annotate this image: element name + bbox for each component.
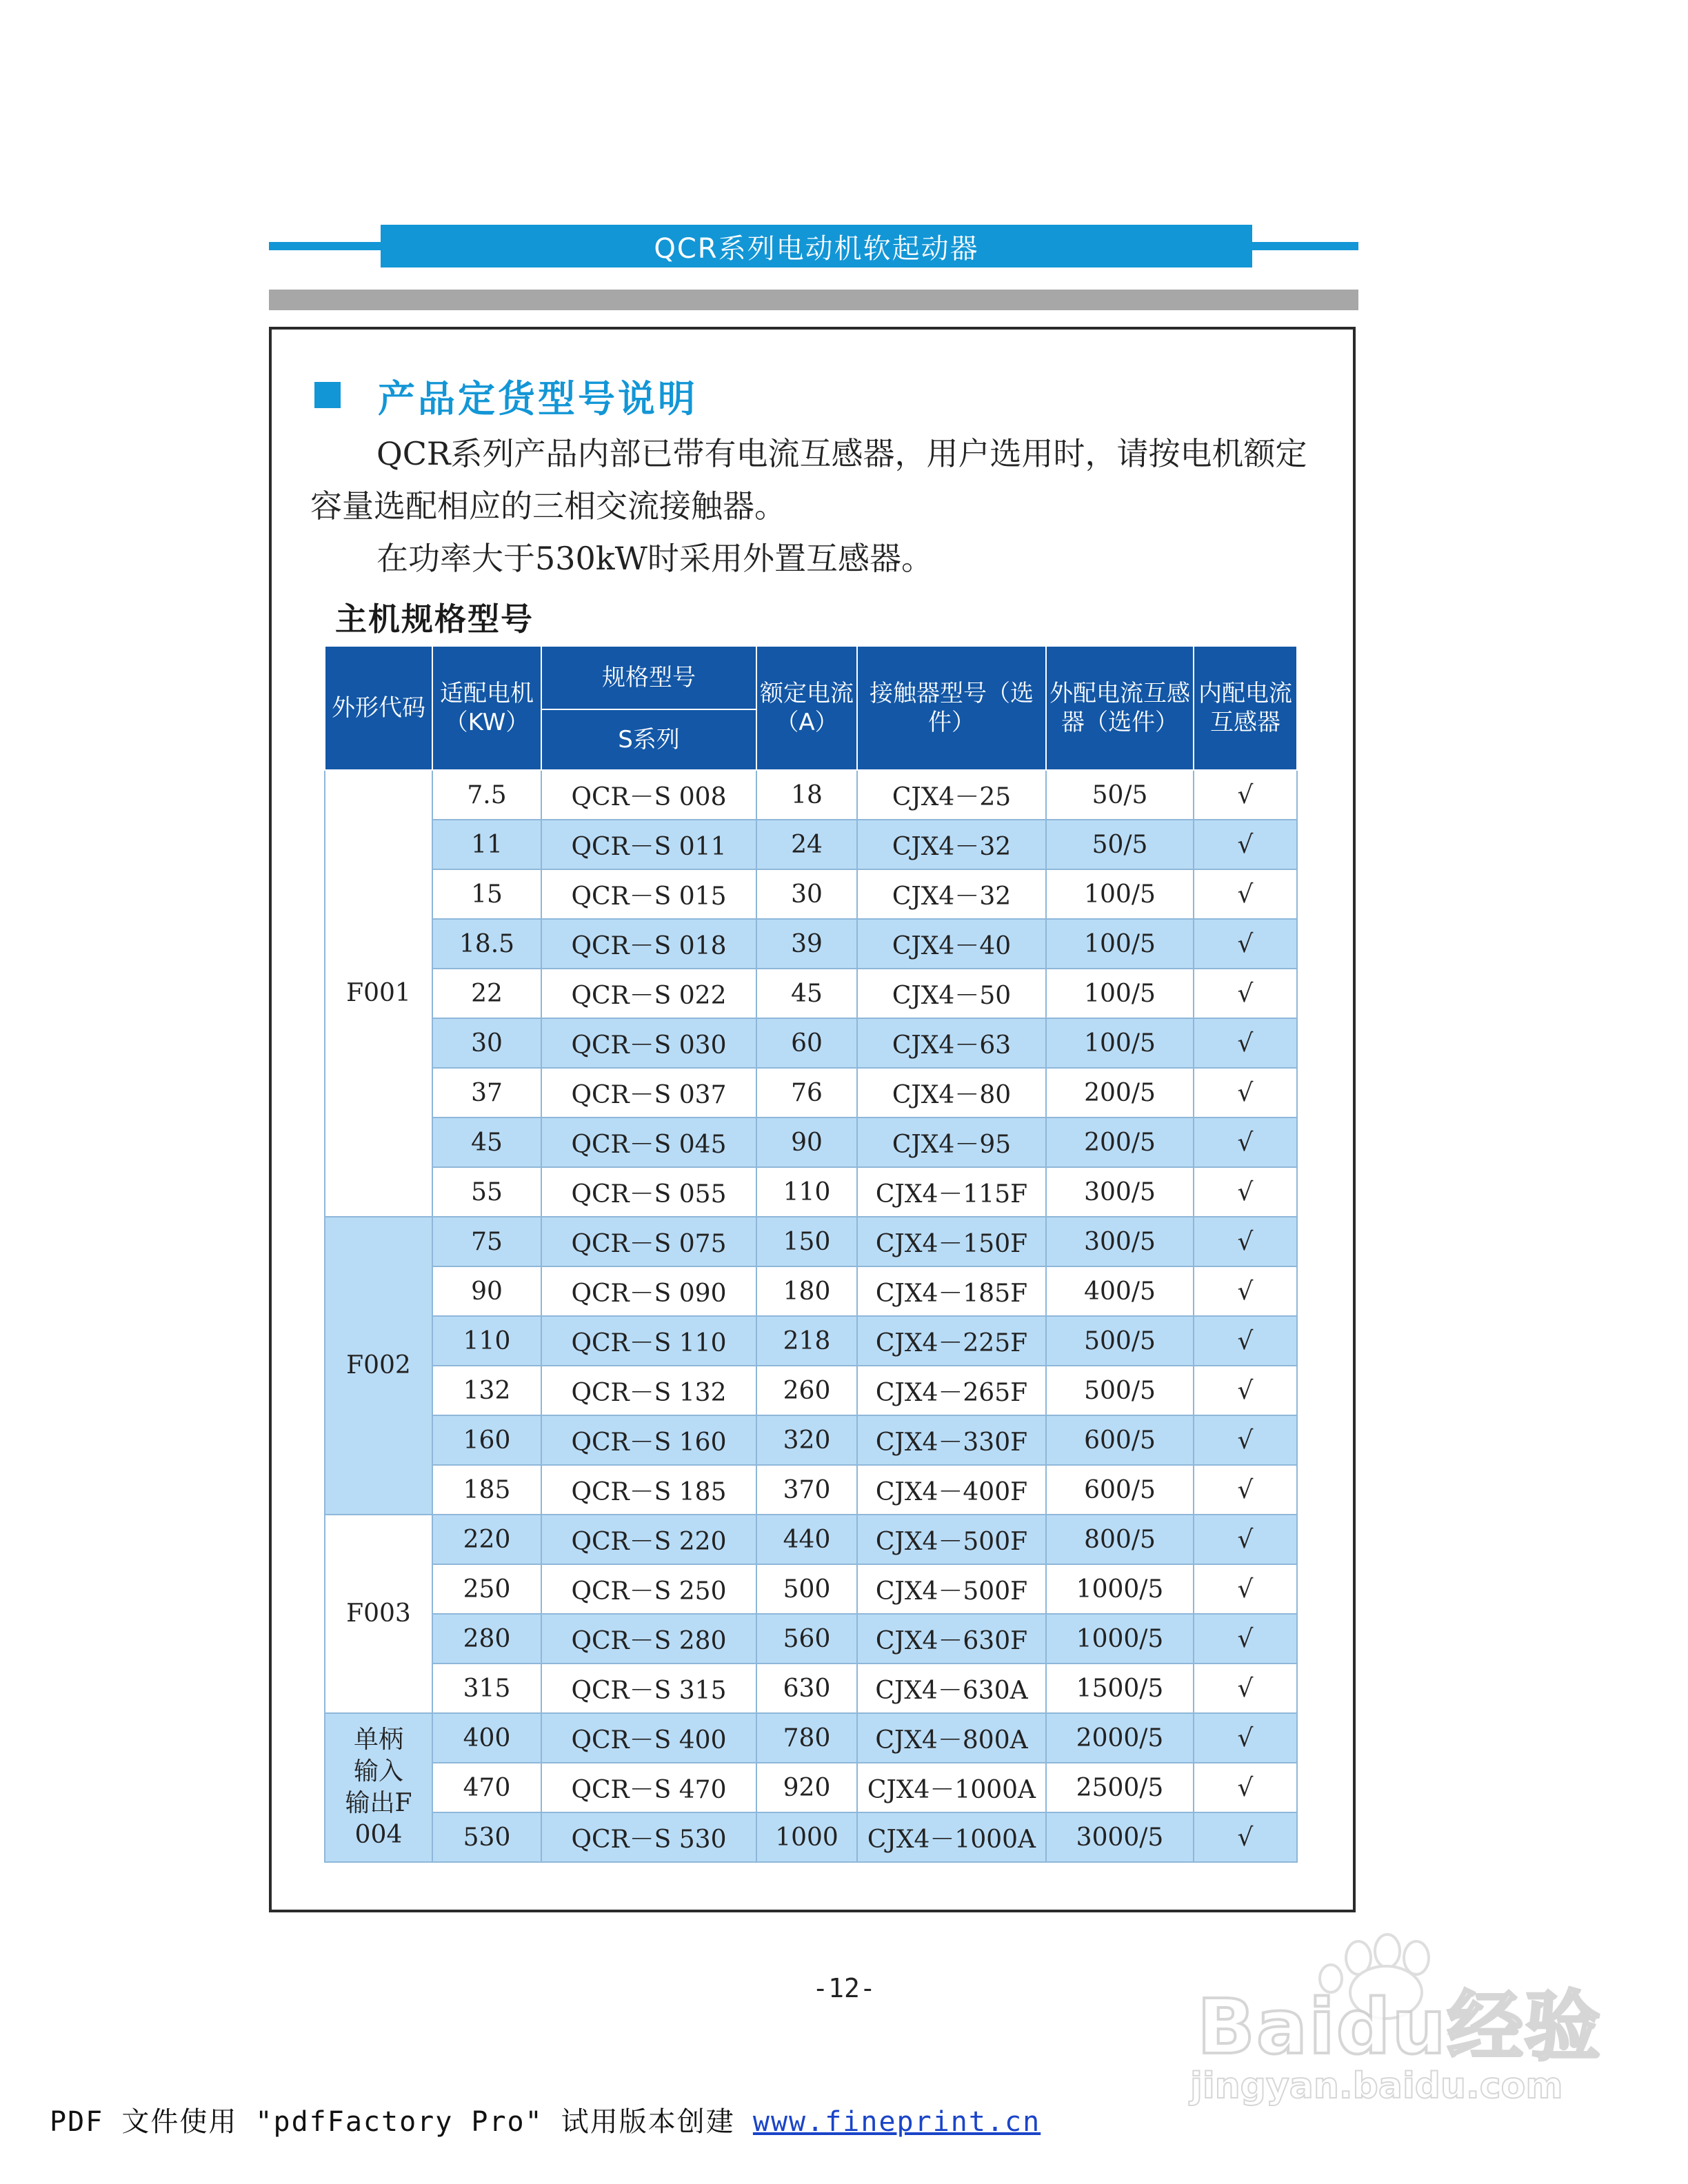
- ext-ct-cell: 1000/5: [1046, 1614, 1194, 1664]
- contactor-cell: CJX4－225F: [857, 1316, 1046, 1366]
- contactor-cell: CJX4－63: [857, 1018, 1046, 1068]
- table-row: [325, 1366, 1297, 1415]
- model-cell: QCR－S 160: [541, 1415, 756, 1465]
- contactor-cell: CJX4－330F: [857, 1415, 1046, 1465]
- ext-ct-cell: 200/5: [1046, 1068, 1194, 1118]
- table-row: [325, 1415, 1297, 1465]
- table-row: [325, 1018, 1297, 1068]
- int-ct-cell: √: [1194, 869, 1297, 919]
- frame-code-cell: F001: [325, 770, 432, 1217]
- table-row: [325, 770, 1297, 820]
- frame-code-cell: F002: [325, 1217, 432, 1515]
- motor-kw-cell: 37: [432, 1068, 541, 1118]
- current-cell: 370: [756, 1465, 857, 1515]
- contactor-cell: CJX4－1000A: [857, 1763, 1046, 1812]
- table-row: [325, 1167, 1297, 1217]
- int-ct-cell: √: [1194, 919, 1297, 969]
- current-cell: 18: [756, 770, 857, 820]
- model-cell: QCR－S 110: [541, 1316, 756, 1366]
- note-paragraph: 在功率大于530kW时采用外置互感器。: [376, 540, 933, 577]
- table-row: [325, 1564, 1297, 1614]
- model-cell: QCR－S 250: [541, 1564, 756, 1614]
- int-ct-cell: √: [1194, 1515, 1297, 1564]
- header-title: QCR系列电动机软起动器: [381, 225, 1252, 267]
- int-ct-cell: √: [1194, 1614, 1297, 1664]
- ext-ct-cell: 200/5: [1046, 1118, 1194, 1167]
- ext-ct-cell: 300/5: [1046, 1167, 1194, 1217]
- current-cell: 30: [756, 869, 857, 919]
- int-ct-cell: √: [1194, 1415, 1297, 1465]
- contactor-cell: CJX4－115F: [857, 1167, 1046, 1217]
- contactor-cell: CJX4－50: [857, 969, 1046, 1018]
- motor-kw-cell: 250: [432, 1564, 541, 1614]
- footer-link[interactable]: www.fineprint.cn: [752, 2106, 1041, 2138]
- model-cell: QCR－S 055: [541, 1167, 756, 1217]
- int-ct-cell: √: [1194, 1812, 1297, 1862]
- col-header-frame: 外形代码: [325, 646, 432, 770]
- table-row: [325, 1118, 1297, 1167]
- ext-ct-cell: 50/5: [1046, 820, 1194, 869]
- frame-code-cell: F003: [325, 1515, 432, 1713]
- table-row: [325, 1515, 1297, 1564]
- ext-ct-cell: 800/5: [1046, 1515, 1194, 1564]
- motor-kw-cell: 45: [432, 1118, 541, 1167]
- ext-ct-cell: 100/5: [1046, 869, 1194, 919]
- pdf-footer: [50, 2100, 1041, 2139]
- motor-kw-cell: 75: [432, 1217, 541, 1266]
- table-row: [325, 1217, 1297, 1266]
- int-ct-cell: √: [1194, 1266, 1297, 1316]
- current-cell: 110: [756, 1167, 857, 1217]
- model-cell: QCR－S 315: [541, 1664, 756, 1713]
- model-cell: QCR－S 045: [541, 1118, 756, 1167]
- motor-kw-cell: 315: [432, 1664, 541, 1713]
- current-cell: 76: [756, 1068, 857, 1118]
- spec-table: [324, 645, 1298, 1863]
- ext-ct-cell: 100/5: [1046, 1018, 1194, 1068]
- motor-kw-cell: 55: [432, 1167, 541, 1217]
- motor-kw-cell: 90: [432, 1266, 541, 1316]
- col-header-contactor: 接触器型号（选件）: [857, 646, 1046, 770]
- table-row: [325, 969, 1297, 1018]
- ext-ct-cell: 600/5: [1046, 1415, 1194, 1465]
- int-ct-cell: √: [1194, 1713, 1297, 1763]
- ext-ct-cell: 100/5: [1046, 919, 1194, 969]
- table-row: [325, 1614, 1297, 1664]
- motor-kw-cell: 185: [432, 1465, 541, 1515]
- contactor-cell: CJX4－185F: [857, 1266, 1046, 1316]
- ext-ct-cell: 400/5: [1046, 1266, 1194, 1316]
- contactor-cell: CJX4－400F: [857, 1465, 1046, 1515]
- motor-kw-cell: 530: [432, 1812, 541, 1862]
- contactor-cell: CJX4－265F: [857, 1366, 1046, 1415]
- ext-ct-cell: 600/5: [1046, 1465, 1194, 1515]
- contactor-cell: CJX4－800A: [857, 1713, 1046, 1763]
- model-cell: QCR－S 470: [541, 1763, 756, 1812]
- ext-ct-cell: 2000/5: [1046, 1713, 1194, 1763]
- motor-kw-cell: 7.5: [432, 770, 541, 820]
- ext-ct-cell: 1000/5: [1046, 1564, 1194, 1614]
- ext-ct-cell: 2500/5: [1046, 1763, 1194, 1812]
- current-cell: 440: [756, 1515, 857, 1564]
- contactor-cell: CJX4－25: [857, 770, 1046, 820]
- table-row: [325, 1664, 1297, 1713]
- motor-kw-cell: 400: [432, 1713, 541, 1763]
- model-cell: QCR－S 132: [541, 1366, 756, 1415]
- contactor-cell: CJX4－630A: [857, 1664, 1046, 1713]
- contactor-cell: CJX4－80: [857, 1068, 1046, 1118]
- contactor-cell: CJX4－40: [857, 919, 1046, 969]
- model-cell: QCR－S 075: [541, 1217, 756, 1266]
- motor-kw-cell: 220: [432, 1515, 541, 1564]
- motor-kw-cell: 22: [432, 969, 541, 1018]
- current-cell: 24: [756, 820, 857, 869]
- contactor-cell: CJX4－630F: [857, 1614, 1046, 1664]
- col-header-model-series: S系列: [541, 709, 756, 770]
- table-row: [325, 1812, 1297, 1862]
- table-row: [325, 1316, 1297, 1366]
- current-cell: 260: [756, 1366, 857, 1415]
- ext-ct-cell: 1500/5: [1046, 1664, 1194, 1713]
- model-cell: QCR－S 011: [541, 820, 756, 869]
- current-cell: 320: [756, 1415, 857, 1465]
- motor-kw-cell: 110: [432, 1316, 541, 1366]
- ext-ct-cell: 300/5: [1046, 1217, 1194, 1266]
- int-ct-cell: √: [1194, 1763, 1297, 1812]
- ext-ct-cell: 100/5: [1046, 969, 1194, 1018]
- current-cell: 39: [756, 919, 857, 969]
- current-cell: 60: [756, 1018, 857, 1068]
- int-ct-cell: √: [1194, 969, 1297, 1018]
- model-cell: QCR－S 030: [541, 1018, 756, 1068]
- motor-kw-cell: 280: [432, 1614, 541, 1664]
- current-cell: 560: [756, 1614, 857, 1664]
- footer-text: PDF 文件使用 "pdfFactory Pro" 试用版本创建: [50, 2106, 753, 2138]
- model-cell: QCR－S 022: [541, 969, 756, 1018]
- col-header-current: 额定电流（A）: [756, 646, 857, 770]
- int-ct-cell: √: [1194, 1564, 1297, 1614]
- intro-paragraph: QCR系列产品内部已带有电流互感器，用户选用时，请按电机额定容量选配相应的三相交流接触器。: [310, 435, 1307, 525]
- model-cell: QCR－S 015: [541, 869, 756, 919]
- current-cell: 630: [756, 1664, 857, 1713]
- int-ct-cell: √: [1194, 1217, 1297, 1266]
- motor-kw-cell: 15: [432, 869, 541, 919]
- current-cell: 920: [756, 1763, 857, 1812]
- contactor-cell: CJX4－1000A: [857, 1812, 1046, 1862]
- table-row: [325, 1068, 1297, 1118]
- int-ct-cell: √: [1194, 820, 1297, 869]
- current-cell: 780: [756, 1713, 857, 1763]
- model-cell: QCR－S 400: [541, 1713, 756, 1763]
- col-header-int-ct: 内配电流互感器: [1194, 646, 1297, 770]
- motor-kw-cell: 132: [432, 1366, 541, 1415]
- col-header-ext-ct: 外配电流互感器（选件）: [1046, 646, 1194, 770]
- table-row: [325, 869, 1297, 919]
- int-ct-cell: √: [1194, 1018, 1297, 1068]
- col-header-model: 规格型号: [541, 646, 756, 709]
- model-cell: QCR－S 037: [541, 1068, 756, 1118]
- model-cell: QCR－S 185: [541, 1465, 756, 1515]
- model-cell: QCR－S 280: [541, 1614, 756, 1664]
- table-row: [325, 1713, 1297, 1763]
- ext-ct-cell: 500/5: [1046, 1366, 1194, 1415]
- ext-ct-cell: 500/5: [1046, 1316, 1194, 1366]
- contactor-cell: CJX4－32: [857, 820, 1046, 869]
- col-header-motor: 适配电机（KW）: [432, 646, 541, 770]
- motor-kw-cell: 11: [432, 820, 541, 869]
- frame-code-cell: 单柄输入输出F004: [325, 1713, 432, 1862]
- contactor-cell: CJX4－150F: [857, 1217, 1046, 1266]
- current-cell: 150: [756, 1217, 857, 1266]
- table-row: [325, 820, 1297, 869]
- section-bullet-icon: [314, 382, 341, 408]
- int-ct-cell: √: [1194, 1068, 1297, 1118]
- int-ct-cell: √: [1194, 1118, 1297, 1167]
- current-cell: 180: [756, 1266, 857, 1316]
- table-row: [325, 1266, 1297, 1316]
- model-cell: QCR－S 530: [541, 1812, 756, 1862]
- current-cell: 500: [756, 1564, 857, 1614]
- watermark-url: jingyan.baidu.com: [1190, 2065, 1563, 2107]
- table-row: [325, 919, 1297, 969]
- watermark-brand: Baidu经验: [1197, 1983, 1602, 2071]
- section-title: 产品定货型号说明: [378, 377, 698, 421]
- contactor-cell: CJX4－500F: [857, 1564, 1046, 1614]
- motor-kw-cell: 470: [432, 1763, 541, 1812]
- ext-ct-cell: 50/5: [1046, 770, 1194, 820]
- int-ct-cell: √: [1194, 1167, 1297, 1217]
- int-ct-cell: √: [1194, 1664, 1297, 1713]
- contactor-cell: CJX4－32: [857, 869, 1046, 919]
- motor-kw-cell: 30: [432, 1018, 541, 1068]
- int-ct-cell: √: [1194, 1366, 1297, 1415]
- contactor-cell: CJX4－95: [857, 1118, 1046, 1167]
- current-cell: 1000: [756, 1812, 857, 1862]
- gray-divider: [269, 290, 1358, 310]
- model-cell: QCR－S 220: [541, 1515, 756, 1564]
- page-number: -12-: [812, 1973, 876, 2003]
- int-ct-cell: √: [1194, 1465, 1297, 1515]
- motor-kw-cell: 160: [432, 1415, 541, 1465]
- current-cell: 218: [756, 1316, 857, 1366]
- current-cell: 90: [756, 1118, 857, 1167]
- int-ct-cell: √: [1194, 1316, 1297, 1366]
- current-cell: 45: [756, 969, 857, 1018]
- model-cell: QCR－S 090: [541, 1266, 756, 1316]
- table-row: [325, 1465, 1297, 1515]
- motor-kw-cell: 18.5: [432, 919, 541, 969]
- int-ct-cell: √: [1194, 770, 1297, 820]
- model-cell: QCR－S 008: [541, 770, 756, 820]
- ext-ct-cell: 3000/5: [1046, 1812, 1194, 1862]
- contactor-cell: CJX4－500F: [857, 1515, 1046, 1564]
- table-row: [325, 1763, 1297, 1812]
- table-title: 主机规格型号: [335, 600, 534, 638]
- model-cell: QCR－S 018: [541, 919, 756, 969]
